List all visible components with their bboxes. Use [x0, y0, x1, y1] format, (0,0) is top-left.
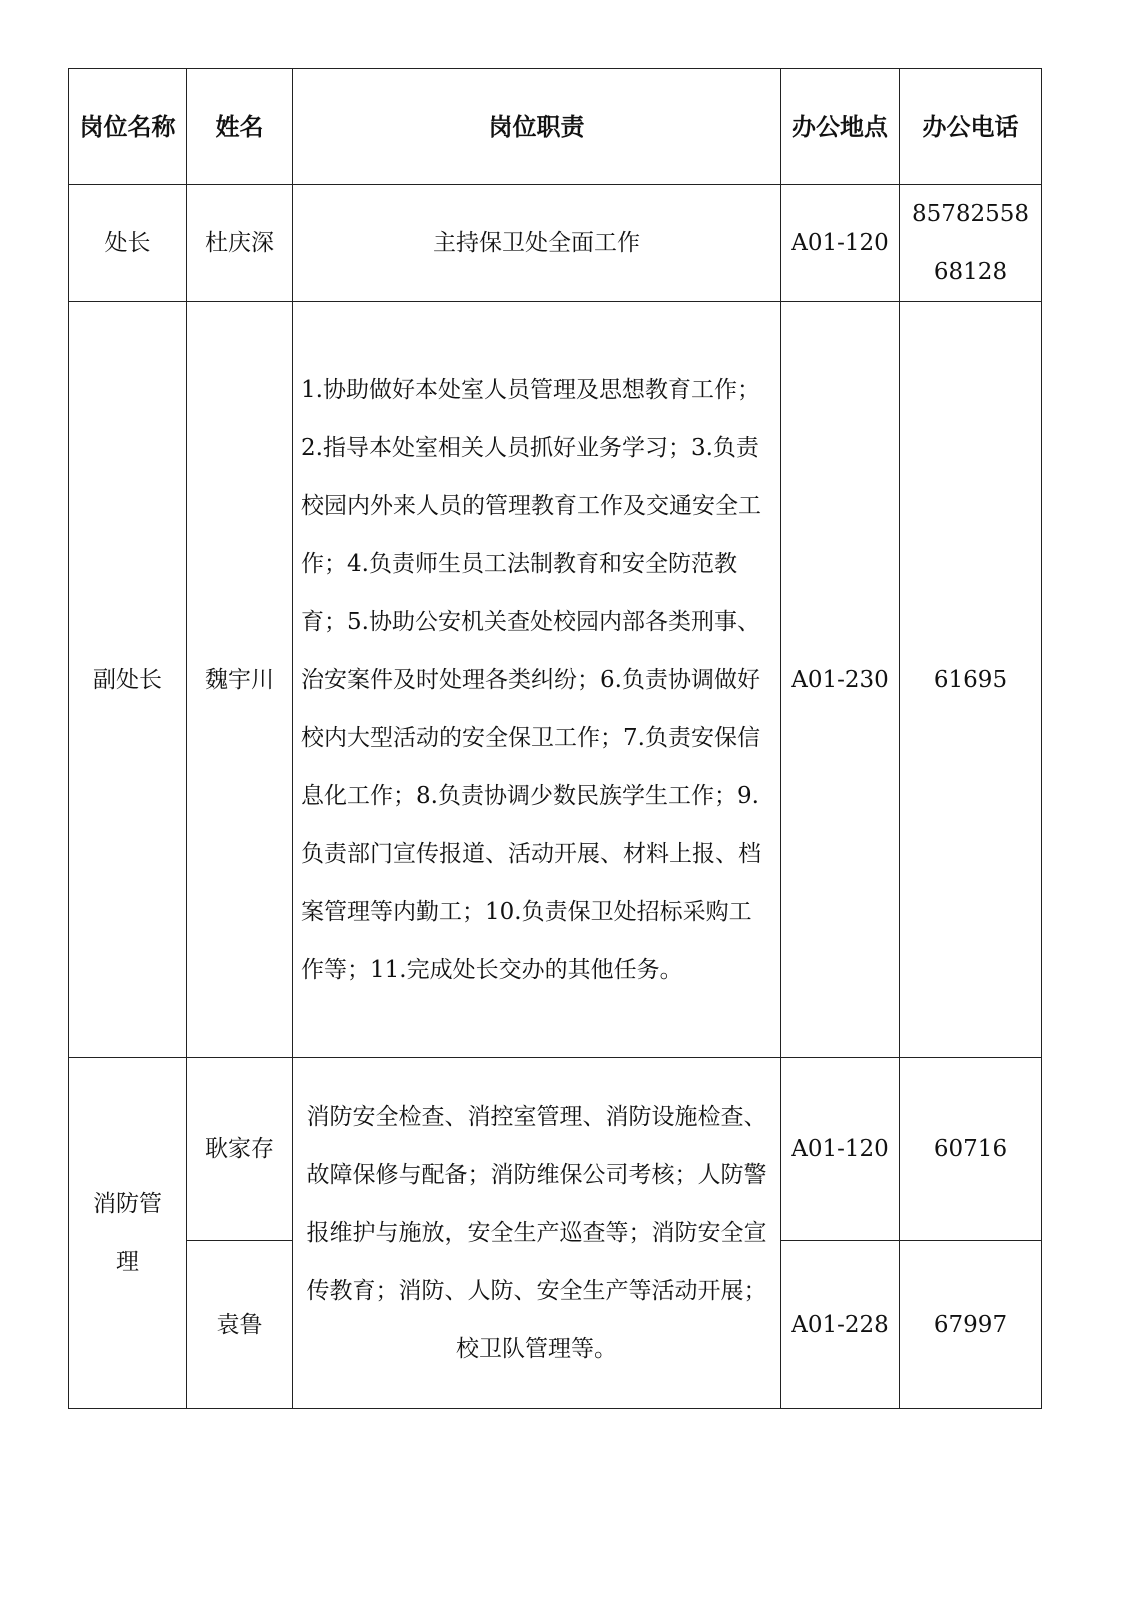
cell-name: 袁鲁	[187, 1241, 293, 1409]
cell-name: 魏宇川	[187, 302, 293, 1058]
cell-office: A01-228	[781, 1241, 900, 1409]
cell-name: 耿家存	[187, 1058, 293, 1241]
cell-duty: 主持保卫处全面工作	[293, 185, 781, 302]
phone-line-2: 68128	[933, 259, 1008, 285]
table-row	[69, 302, 1042, 1058]
table-row	[69, 185, 1042, 302]
header-phone: 办公电话	[900, 69, 1042, 185]
cell-phone: 60716	[900, 1058, 1042, 1241]
cell-duty: 1.协助做好本处室人员管理及思想教育工作；2.指导本处室相关人员抓好业务学习；3.负责校园内外来人员的管理教育工作及交通安全工作；4.负责师生员工法制教育和安全防范教育；5.协助公安机关查处校园内部各类刑事、治安案件及时处理各类纠纷；6.负责协调做好校内大型活动的安全保卫工作；7.负责安保信息化工作；8.负责协调少数民族学生工作；9.负责部门宣传报道、活动开展、材料上报、档案管理等内勤工；10.负责保卫处招标采购工作等；11.完成处长交办的其他任务。	[293, 302, 781, 1058]
cell-office: A01-120	[781, 1058, 900, 1241]
cell-name: 杜庆深	[187, 185, 293, 302]
cell-phone	[900, 185, 1042, 302]
cell-position: 副处长	[69, 302, 187, 1058]
header-office: 办公地点	[781, 69, 900, 185]
cell-phone: 61695	[900, 302, 1042, 1058]
header-position: 岗位名称	[69, 69, 187, 185]
table-row	[69, 1058, 1042, 1241]
cell-office: A01-120	[781, 185, 900, 302]
header-row	[69, 69, 1042, 185]
staff-duty-table	[68, 68, 1042, 1409]
phone-line-1: 85782558	[911, 201, 1030, 227]
header-duty: 岗位职责	[293, 69, 781, 185]
cell-position: 处长	[69, 185, 187, 302]
cell-duty: 消防安全检查、消控室管理、消防设施检查、故障保修与配备；消防维保公司考核；人防警报维护与施放，安全生产巡查等；消防安全宣传教育；消防、人防、安全生产等活动开展；校卫队管理等。	[293, 1058, 781, 1409]
staff-duty-table-container	[68, 68, 1041, 1408]
cell-office: A01-230	[781, 302, 900, 1058]
cell-position: 消防管理	[69, 1058, 187, 1409]
cell-phone: 67997	[900, 1241, 1042, 1409]
header-name: 姓名	[187, 69, 293, 185]
